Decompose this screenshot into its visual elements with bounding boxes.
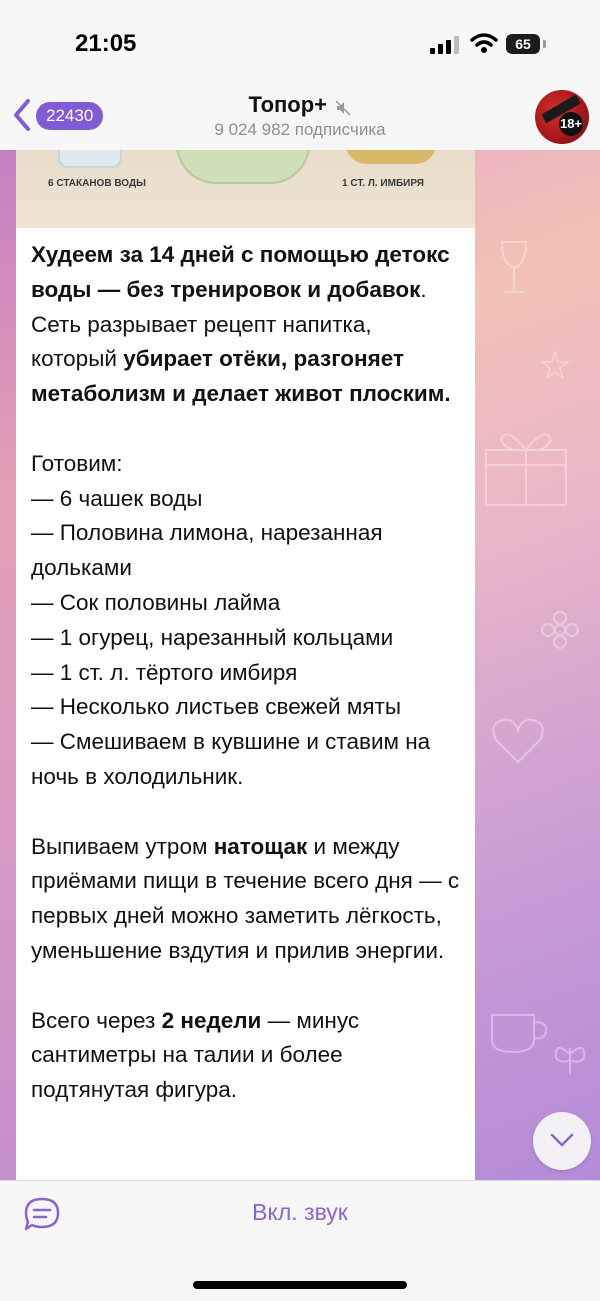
message-bubble[interactable] <box>16 150 475 1180</box>
butterfly-doodle-icon <box>550 1040 590 1080</box>
usage-text-2: и между приёмами пищи в течение всего дня — с первых дней можно заметить лёгкость, уменьшение вздутия и прилив энергии. <box>31 833 460 963</box>
back-unread-count[interactable]: 22430 <box>36 102 103 130</box>
home-indicator[interactable] <box>193 1281 407 1289</box>
intro-text-1: . Сеть разрывает рецепт напитка, который <box>31 276 427 372</box>
recipe-title: Готовим: <box>31 450 123 476</box>
age-rating-badge: 18+ <box>559 112 583 136</box>
glass-image-part <box>58 150 122 168</box>
comments-icon[interactable] <box>22 1195 62 1235</box>
intro-bold-2: убирает отёки, разгоняет метаболизм и делает живот плоским. <box>31 346 451 407</box>
channel-avatar[interactable] <box>535 90 589 144</box>
status-time: 21:05 <box>75 30 137 57</box>
channel-title-area[interactable] <box>150 92 450 140</box>
recipe-item: — 1 огурец, нарезанный кольцами <box>31 624 394 650</box>
message-text <box>31 238 461 1108</box>
star-doodle-icon <box>540 350 570 380</box>
channel-title[interactable]: Топор+ <box>248 92 328 117</box>
intro-bold-1: Худеем за 14 дней с помощью детокс воды — без тренировок и добавок <box>31 242 450 302</box>
cellular-signal-icon <box>430 36 460 54</box>
battery-tip <box>543 40 546 48</box>
bottom-bar <box>0 1180 600 1301</box>
scroll-to-bottom-button[interactable] <box>533 1112 591 1170</box>
unmute-button[interactable]: Вкл. звук <box>252 1199 348 1225</box>
battery-icon: 65 <box>506 34 540 54</box>
recipe-item: — Несколько листьев свежей мяты <box>31 694 402 720</box>
result-bold: 2 недели <box>161 1007 262 1033</box>
flower-doodle-icon <box>540 610 580 650</box>
back-chevron-icon[interactable] <box>12 98 32 132</box>
subscriber-count: 9 024 982 подписчика <box>214 120 386 139</box>
photo-caption-water: 6 СТАКАНОВ ВОДЫ <box>48 178 146 189</box>
usage-paragraph <box>31 830 461 969</box>
left-edge-strip <box>0 150 16 1180</box>
wifi-icon <box>470 32 498 54</box>
recipe-item: — 6 чашек воды <box>31 485 203 511</box>
intro-paragraph <box>31 238 461 412</box>
result-paragraph <box>31 1004 461 1108</box>
chevron-down-icon <box>549 1132 575 1148</box>
usage-text-1: Выпиваем утром <box>31 833 214 859</box>
ginger-image-part <box>346 150 436 164</box>
gift-doodle-icon <box>476 420 576 510</box>
muted-speaker-icon <box>335 100 351 116</box>
status-bar <box>0 0 600 88</box>
result-text-1: Всего через <box>31 1007 162 1033</box>
recipe-item: — Сок половины лайма <box>31 589 281 615</box>
photo-caption-ginger: 1 СТ. Л. ИМБИРЯ <box>342 178 424 189</box>
wine-glass-doodle-icon <box>494 240 534 300</box>
result-text-2: — минус сантиметры на талии и более подтянутая фигура. <box>31 1007 360 1103</box>
recipe-item: — Смешиваем в кувшине и ставим на ночь в холодильник. <box>31 729 431 789</box>
recipe-item: — Половина лимона, нарезанная дольками <box>31 520 383 581</box>
heart-doodle-icon <box>488 710 548 770</box>
jar-image-part <box>176 150 310 184</box>
cup-doodle-icon <box>484 1000 554 1060</box>
recipe-item: — 1 ст. л. тёртого имбиря <box>31 659 298 685</box>
post-photo[interactable] <box>16 150 475 228</box>
chat-header <box>0 88 600 150</box>
usage-bold: натощак <box>213 833 308 859</box>
